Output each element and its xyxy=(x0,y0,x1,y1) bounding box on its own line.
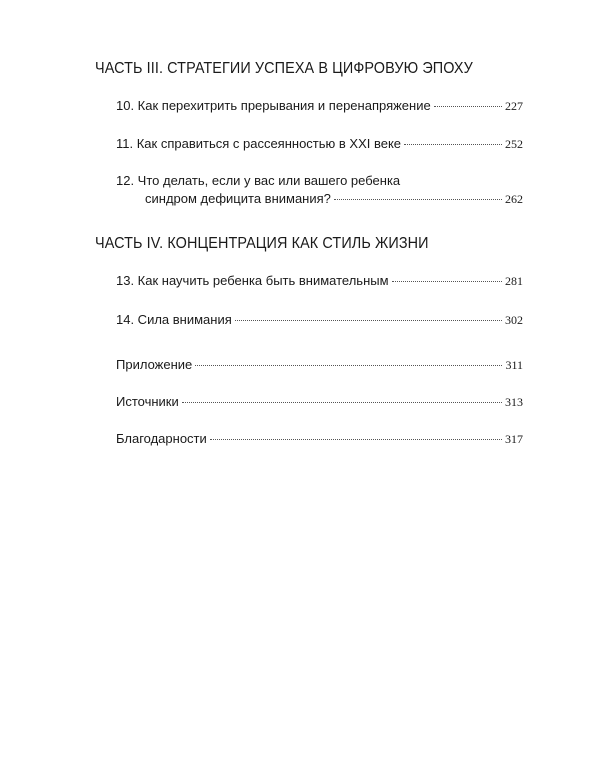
toc-entry-12 xyxy=(116,172,523,208)
toc-entry-sources xyxy=(116,393,523,411)
leader-dots xyxy=(182,402,502,403)
toc-entry-label: Источники xyxy=(116,394,179,409)
leader-dots xyxy=(195,365,502,366)
toc-entry-label: 13. Как научить ребенка быть внимательным xyxy=(116,273,389,288)
leader-dots xyxy=(392,281,502,282)
toc-entry-page: 313 xyxy=(505,395,523,409)
toc-entry-page: 281 xyxy=(505,274,523,288)
toc-entry-11 xyxy=(116,135,523,153)
toc-entry-appendix xyxy=(116,356,523,374)
leader-dots xyxy=(334,199,502,200)
leader-dots xyxy=(404,144,502,145)
toc-entry-10 xyxy=(116,97,523,115)
toc-entry-page: 262 xyxy=(505,192,523,206)
toc-entry-label: 14. Сила внимания xyxy=(116,312,232,327)
leader-dots xyxy=(434,106,502,107)
leader-dots xyxy=(210,439,502,440)
toc-entry-page: 252 xyxy=(505,137,523,151)
toc-entry-14 xyxy=(116,311,523,329)
toc-entry-label: 11. Как справиться с рассеянностью в XXI веке xyxy=(116,136,402,151)
toc-entry-page: 317 xyxy=(505,432,523,446)
toc-entry-label-line1: 12. Что делать, если у вас или вашего ребенка xyxy=(116,173,401,188)
toc-entry-page: 311 xyxy=(505,358,523,372)
part-title-4: ЧАСТЬ IV. КОНЦЕНТРАЦИЯ КАК СТИЛЬ ЖИЗНИ xyxy=(95,235,429,252)
toc-entry-label: Благодарности xyxy=(116,431,207,446)
toc-entry-page: 227 xyxy=(505,99,523,113)
toc-entry-label-line2: синдром дефицита внимания? xyxy=(145,191,331,206)
toc-entry-acknowledgements xyxy=(116,430,523,448)
toc-entry-label: Приложение xyxy=(116,357,193,372)
toc-entry-13 xyxy=(116,272,523,290)
toc-entry-label: 10. Как перехитрить прерывания и перенапряжение xyxy=(116,98,431,113)
leader-dots xyxy=(235,320,502,321)
part-title-3: ЧАСТЬ III. СТРАТЕГИИ УСПЕХА В ЦИФРОВУЮ ЭПОХУ xyxy=(95,60,473,77)
toc-entry-page: 302 xyxy=(505,313,523,327)
